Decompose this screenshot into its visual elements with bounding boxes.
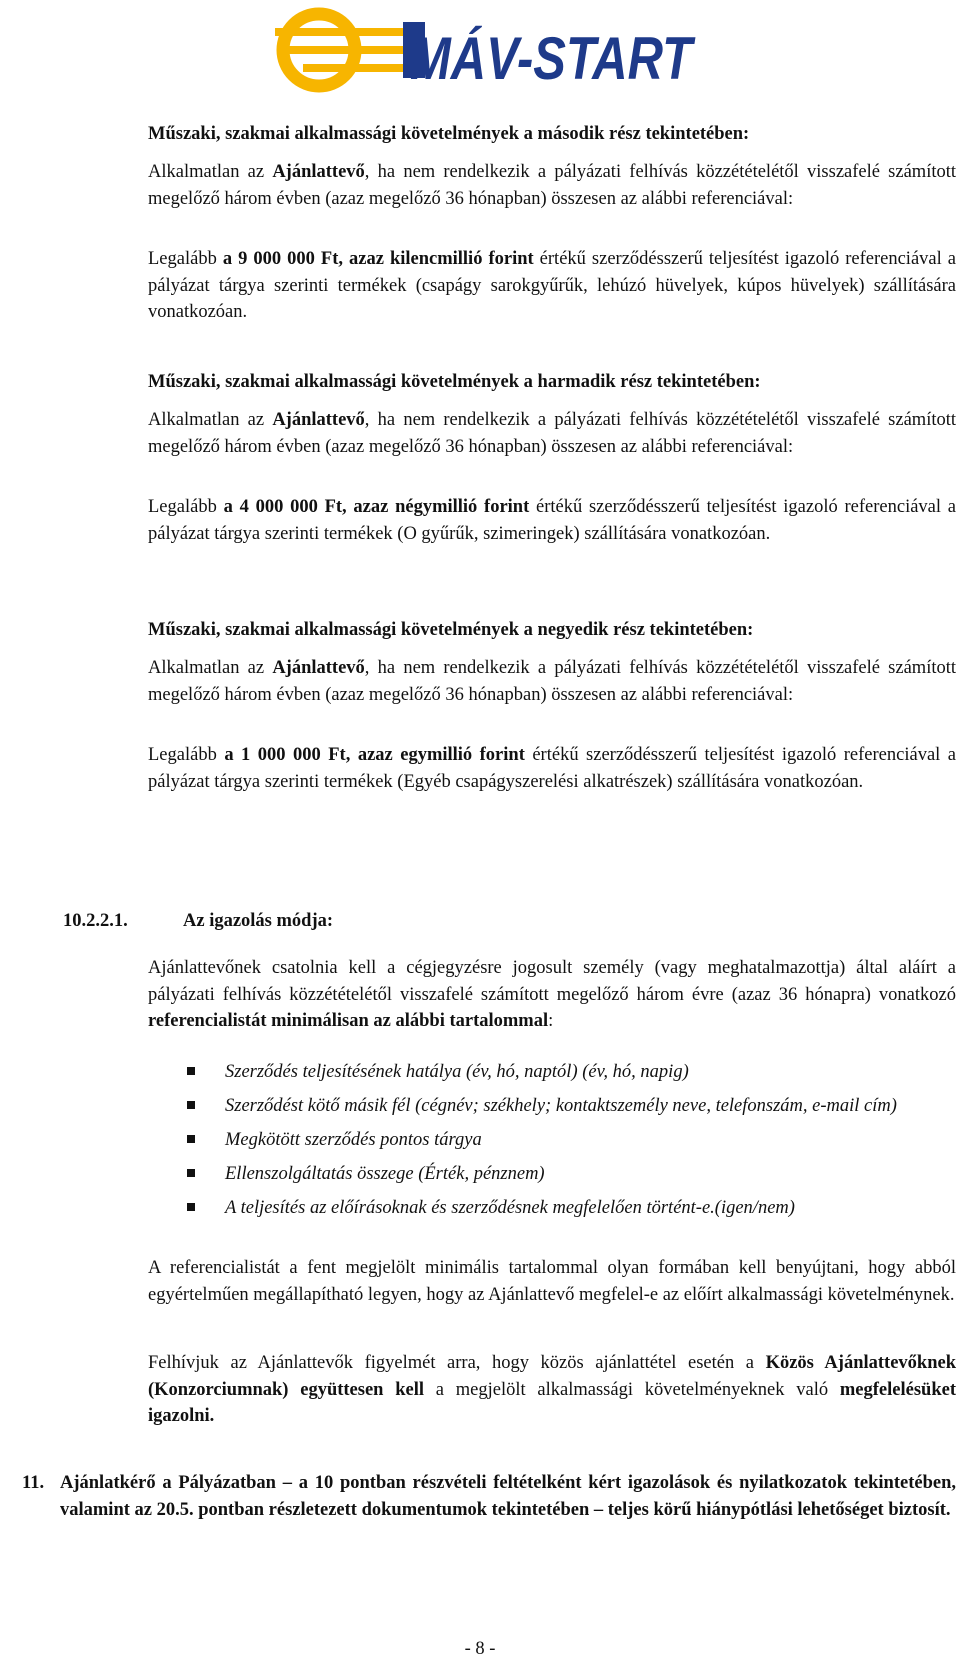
section-intro: Alkalmatlan az Ajánlattevő, ha nem rendelkezik a pályázati felhívás közzétételétől visszafelé számított megelőző három évben (azaz megelőző 36 hónapban) összesen az alábbi referenciával:: [148, 658, 956, 705]
list-item: Szerződés teljesítésének hatálya (év, hó, naptól) (év, hó, napig): [185, 1058, 975, 1086]
logo-text: MÁV-START: [410, 25, 696, 92]
proof-heading: Az igazolás módja:: [183, 911, 334, 931]
proof-number: 10.2.2.1.: [63, 911, 128, 931]
proof-paragraph-2: A referencialistát a fent megjelölt minimális tartalommal olyan formában kell benyújtani, hogy abból egyértelműen megállapítható legyen, hogy az Ajánlattevő megfelel-e az előírt alkalmassági követelménynek.: [148, 1258, 956, 1305]
section-heading: Műszaki, szakmai alkalmassági követelmények a negyedik rész tekintetében:: [148, 620, 754, 640]
section-11-number: 11.: [22, 1473, 45, 1493]
section-heading: Műszaki, szakmai alkalmassági követelmények a második rész tekintetében:: [148, 124, 750, 144]
proof-paragraph-3: Felhívjuk az Ajánlattevők figyelmét arra, hogy közös ajánlattétel esetén a Közös Ajánlattevőknek (Konzorciumnak) együttesen kell a megjelölt alkalmassági követelményeknek való megfelelésüket igazolni.: [148, 1353, 956, 1426]
section-intro: Alkalmatlan az Ajánlattevő, ha nem rendelkezik a pályázati felhívás közzétételétől visszafelé számított megelőző három évben (azaz megelőző 36 hónapban) összesen az alábbi referenciával:: [148, 410, 956, 457]
section-11-text: Ajánlatkérő a Pályázatban – a 10 pontban részvételi feltételként kért igazolások és nyilatkozatok tekintetében, valamint az 20.5. pontban részletezett dokumentumok tekintetében – teljes körű hiánypótlási lehetőséget biztosít.: [60, 1473, 956, 1520]
logo-emblem-icon: [275, 4, 695, 96]
section-requirement: Legalább a 4 000 000 Ft, azaz négymillió forint értékű szerződésszerű teljesítést igazoló referenciával a pályázat tárgya szerinti termékek (O gyűrűk, szimeringek) szállítására vonatkozóan.: [148, 497, 956, 544]
list-item: Ellenszolgáltatás összege (Érték, pénznem): [185, 1160, 975, 1188]
section-heading: Műszaki, szakmai alkalmassági követelmények a harmadik rész tekintetében:: [148, 372, 761, 392]
section-intro: Alkalmatlan az Ajánlattevő, ha nem rendelkezik a pályázati felhívás közzétételétől visszafelé számított megelőző három évben (azaz megelőző 36 hónapban) összesen az alábbi referenciával:: [148, 162, 956, 209]
list-item: Megkötött szerződés pontos tárgya: [185, 1126, 975, 1154]
list-item: Szerződést kötő másik fél (cégnév; székhely; kontaktszemély neve, telefonszám, e-mail cím): [185, 1092, 975, 1120]
referencelist-requirements: [185, 1058, 975, 1228]
mav-start-logo: [275, 4, 695, 96]
list-item: A teljesítés az előírásoknak és szerződésnek megfelelően történt-e.(igen/nem): [185, 1194, 975, 1222]
section-requirement: Legalább a 9 000 000 Ft, azaz kilencmillió forint értékű szerződésszerű teljesítést igazoló referenciával a pályázat tárgya szerinti termékek (csapágy sarokgyűrűk, lehúzó hüvelyek, kúpos hüvelyek) szállítására vonatkozóan.: [148, 249, 956, 322]
proof-paragraph: Ajánlattevőnek csatolnia kell a cégjegyzésre jogosult személy (vagy meghatalmazottja) által aláírt a pályázati felhívás közzétételétől visszafelé számított megelőző három évre (azaz 36 hónapra) vonatkozó referencialistát minimálisan az alábbi tartalommal:: [148, 958, 956, 1031]
page-number: - 8 -: [464, 1639, 496, 1659]
section-requirement: Legalább a 1 000 000 Ft, azaz egymillió forint értékű szerződésszerű teljesítést igazoló referenciával a pályázat tárgya szerinti termékek (Egyéb csapágyszerelési alkatrészek) szállítására vonatkozóan.: [148, 745, 956, 792]
